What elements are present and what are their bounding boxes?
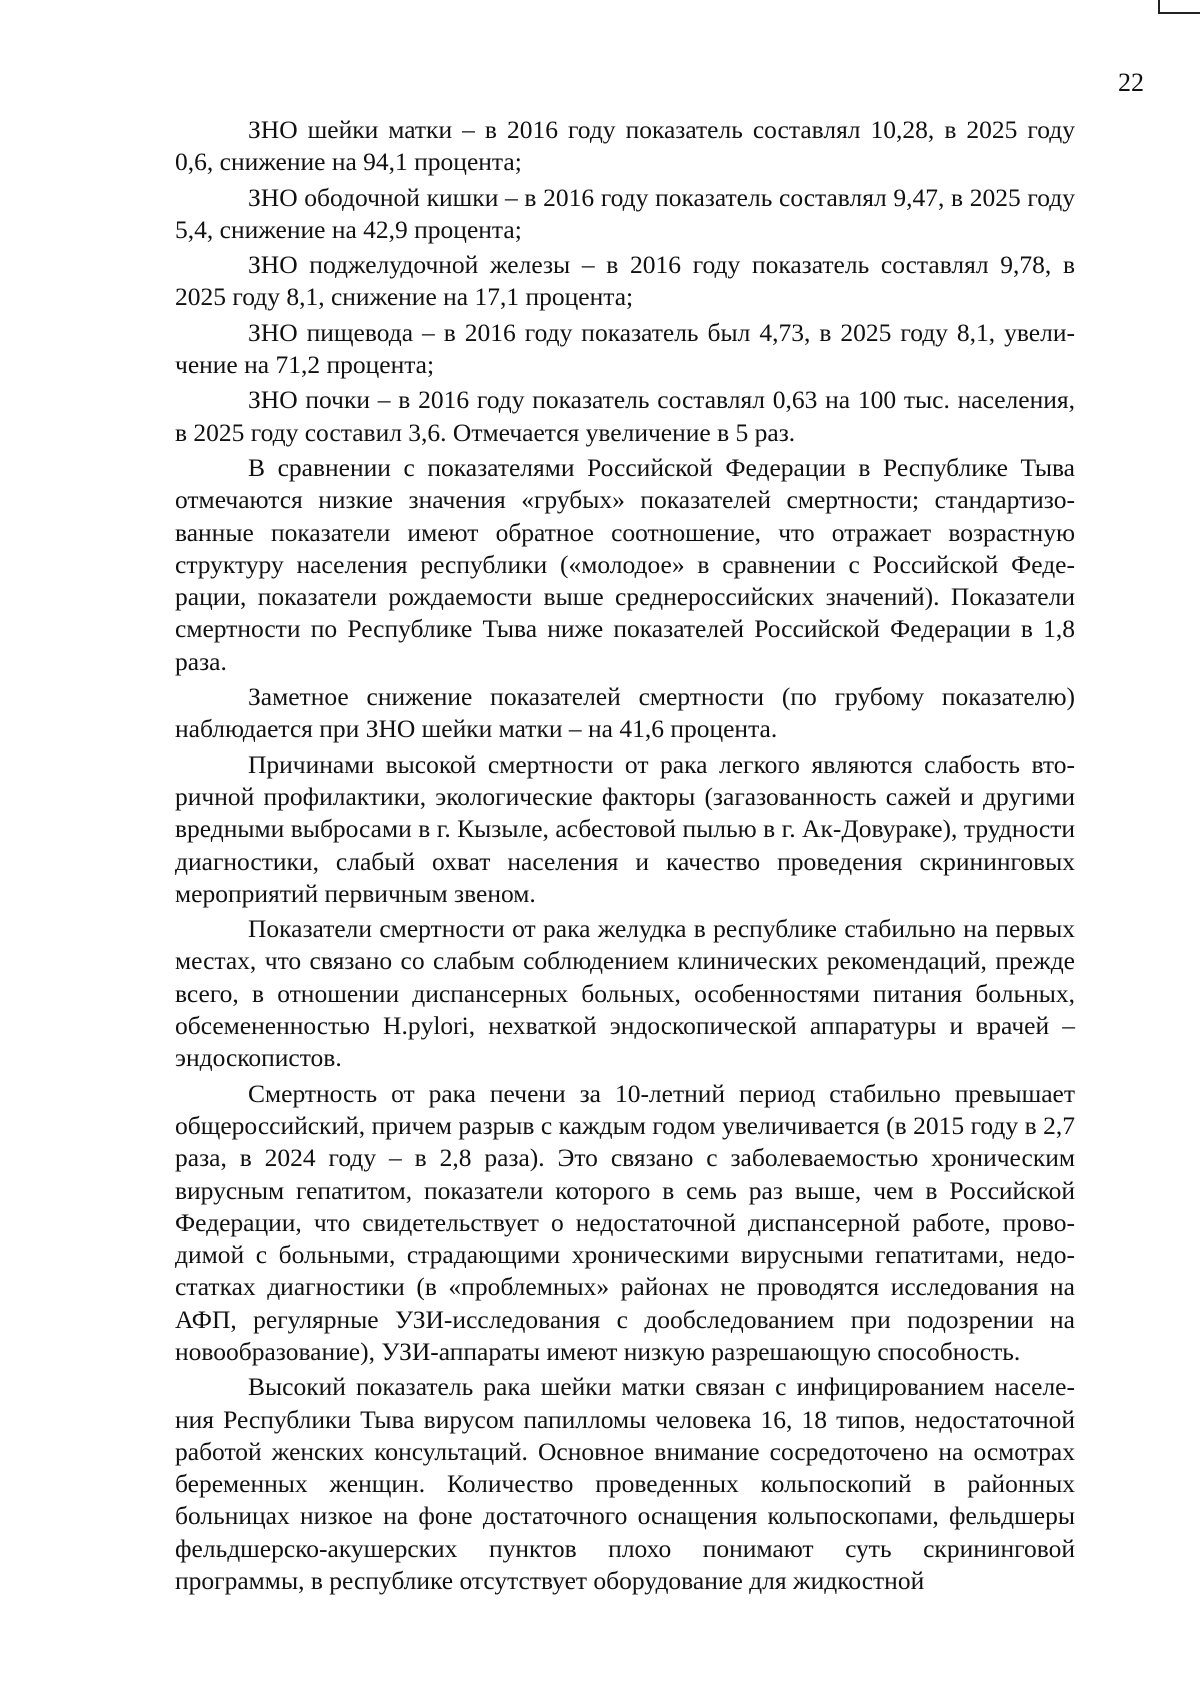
scan-corner-mark xyxy=(1158,0,1200,14)
paragraph-pancreatic-cancer: ЗНО поджелудочной железы – в 2016 году показатель составлял 9,78, в 2025 году 8,1, снижение на 17,1 процента; xyxy=(175,250,1075,312)
paragraph-cervical-cancer: ЗНО шейки матки – в 2016 году показатель составлял 10,28, в 2025 году 0,6, снижение на 94,1 процента; xyxy=(175,115,1075,177)
page-number: 22 xyxy=(1118,68,1144,97)
paragraph-mortality-decrease: Заметное снижение показателей смертности (по грубому показателю) наблюдается при ЗНО шейки матки – на 41,6 процента. xyxy=(175,682,1075,744)
paragraph-lung-cancer-causes: Причинами высокой смертности от рака легкого являются слабость вторичной профилактики, экологические факторы (загазованность сажей и другими вредными выбросами в г. Кызыле, асбестовой пылью в г. Ак-Довураке), трудности диагностики, слабый охват населения и качество проведения скрининговых мероприятий первичным звеном. xyxy=(175,749,1075,908)
paragraph-esophageal-cancer: ЗНО пищевода – в 2016 году показатель был 4,73, в 2025 году 8,1, увеличение на 71,2 процента; xyxy=(175,317,1075,380)
paragraph-liver-cancer: Смертность от рака печени за 10-летний период стабильно превышает общероссийский, причем разрыв с каждым годом увеличивается (в 2015 году в 2,7 раза, в 2024 году – в 2,8 раза). Это связано с заболеваемостью хроническим вирусным гепатитом, показатели которого в семь раз выше, чем в Российской Федерации, что свидетельствует о недостаточной диспансерной работе, проводимой с больными, страдающими хроническими вирусными гепатитами, недостатках диагностики (в «проблемных» районах не проводятся исследования на АФП, регулярные УЗИ-исследования с дообследованием при подозрении на новообразование), УЗИ-аппараты имеют низкую разрешающую способность. xyxy=(175,1078,1075,1366)
paragraph-comparison-rf: В сравнении с показателями Российской Федерации в Республике Тыва отмечаются низкие значения «грубых» показателей смертности; стандартизованные показатели имеют обратное соотношение, что отражает возрастную структуру населения республики («молодое» в сравнении с Российской Федерации, показатели рождаемости выше среднероссийских значений). Показатели смертности по Республике Тыва ниже показателей Российской Федерации в 1,8 раза. xyxy=(175,452,1075,676)
paragraph-cervical-cancer-causes: Высокий показатель рака шейки матки связан с инфицированием населения Республики Тыва вирусом папилломы человека 16, 18 типов, недостаточной работой женских консультаций. Основное внимание сосредоточено на осмотрах беременных женщин. Количество проведенных кольпоскопий в районных больницах низкое на фоне достаточного оснащения кольпоскопами, фельдшеры фельдшерско-акушерских пунктов плохо понимают суть скрининговой программы, в республике отсутствует оборудование для жидкостной xyxy=(175,1372,1075,1596)
document-body xyxy=(175,114,1075,1600)
paragraph-colon-cancer: ЗНО ободочной кишки – в 2016 году показатель составлял 9,47, в 2025 году 5,4, снижение на 42,9 процента; xyxy=(175,182,1075,244)
paragraph-stomach-cancer: Показатели смертности от рака желудка в республике стабильно на первых местах, что связано со слабым соблюдением клинических рекомендаций, прежде всего, в отношении диспансерных больных, особенностями питания больных, обсемененностью H.pylori, нехваткой эндоскопической аппаратуры и врачей – эндоскопистов. xyxy=(175,914,1075,1073)
paragraph-kidney-cancer: ЗНО почки – в 2016 году показатель составлял 0,63 на 100 тыс. населения, в 2025 году составил 3,6. Отмечается увеличение в 5 раз. xyxy=(175,385,1075,447)
